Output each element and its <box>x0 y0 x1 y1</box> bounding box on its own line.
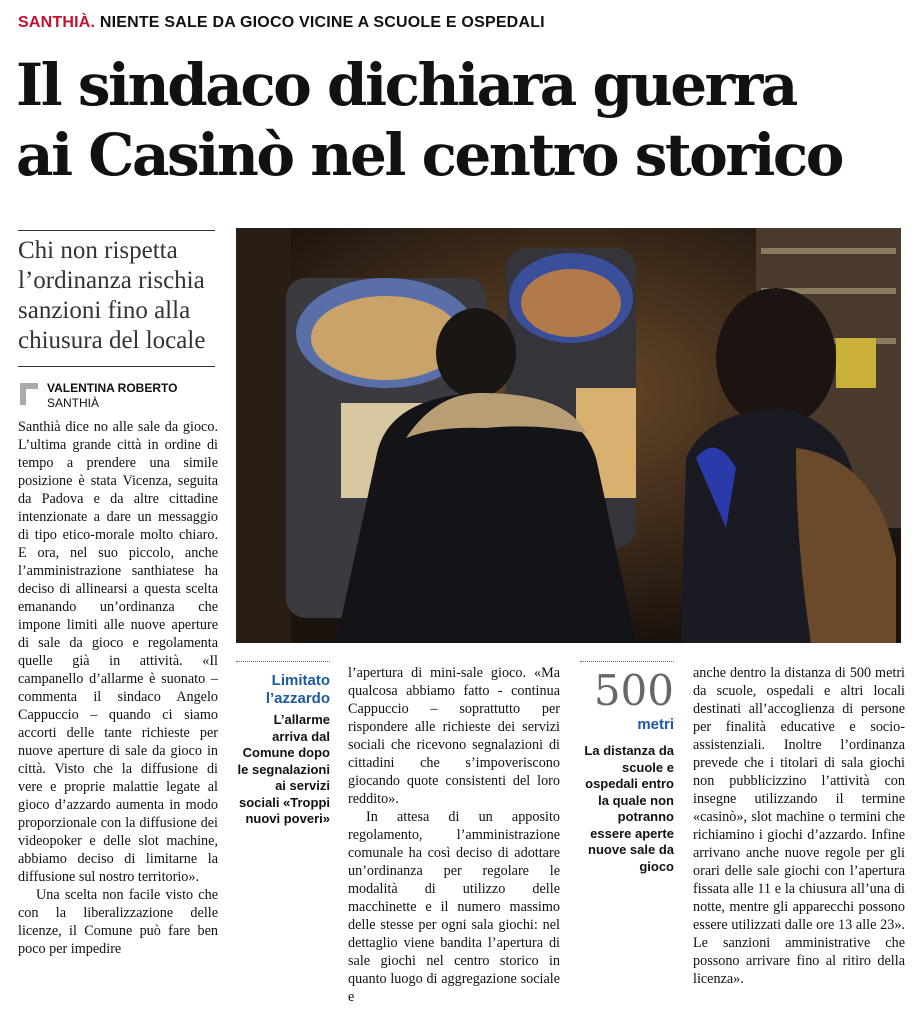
byline-author: VALENTINA ROBERTO <box>47 381 178 395</box>
subtitle-top-rule <box>18 230 215 231</box>
article-photo <box>236 228 901 643</box>
sidebar-1-title: Limitato l’azzardo <box>265 672 330 707</box>
kicker <box>18 14 545 32</box>
kicker-text: NIENTE SALE DA GIOCO VICINE A SCUOLE E OSPEDALI <box>99 14 545 31</box>
subtitle-bottom-rule <box>18 366 215 367</box>
sidebar-limitato-azzardo <box>236 672 330 828</box>
headline <box>16 50 906 190</box>
article-paragraph: In attesa di un apposito regolamento, l’amministrazione comunale ha così deciso di adottare un’ordinanza per regolare le modalità di utilizzo delle macchinette e il numero massimo delle stesse per ogni sala giochi: nel dettaglio viene bandita l’apertura di sale giochi nel centro storico in quanto luogo di aggregazione sociale e <box>348 809 560 1005</box>
sidebar-1-text: L’allarme arriva dal Comune dopo le segnalazioni ai servizi sociali «Troppi nuovi poveri» <box>237 712 330 826</box>
sidebar-2-rule <box>580 661 674 662</box>
kicker-place: SANTHIÀ. <box>18 14 96 31</box>
article-paragraph: l’apertura di mini-sale gioco. «Ma qualcosa abbiamo fatto - continua Cappuccio – soprattutto per rispondere alle richieste dei servizi sociali che ricevono segnalazioni di cittadini che s’impoveriscono giocando quote consistenti del loro reddito». <box>348 665 560 807</box>
byline-place: SANTHIÀ <box>47 396 100 410</box>
article-column-1 <box>18 418 218 958</box>
sidebar-1-rule <box>236 661 330 662</box>
article-paragraph: Santhià dice no alle sale da gioco. L’ultima grande città in ordine di tempo a prendere una simile posizione è stata Vicenza, seguita da Padova e da altre cittadine intenzionate a dare un messaggio di tipo etico-morale molto chiaro. E ora, nel suo piccolo, anche l’amministrazione santhiatese ha deciso di allinearsi a questa scelta emanando un’ordinanza che impone limiti alle nuove aperture di sale da gioco e regolamenta quelle già in attività. «Il campanello d’allarme è suonato – commenta il sindaco Angelo Cappuccio – quando ci siamo accorti delle tante richieste per nuove aperture di sale da gioco in città. Visto che la diffusione di vere e proprie malattie legate al gioco d’azzardo aumenta in modo proporzionale con la diffusione dei videopoker e delle slot machine, abbiamo deciso di limitarne la diffusione sul nostro territorio». <box>18 419 218 885</box>
sidebar-2-text: La distanza da scuole e ospedali entro la quale non potranno essere aperte nuove sale da gioco <box>584 743 674 874</box>
sidebar-2-unit: metri <box>637 716 674 733</box>
sidebar-2-number: 500 <box>593 666 674 715</box>
headline-line-2: ai Casinò nel centro storico <box>16 121 842 189</box>
photo-slot-machine-players <box>236 228 901 643</box>
subtitle: Chi non rispetta l’ordinanza rischia sanzioni fino alla chiusura del locale <box>18 237 206 354</box>
article-column-3 <box>693 664 905 988</box>
sidebar-500-metri <box>580 668 674 875</box>
article-paragraph: Una scelta non facile visto che con la liberalizzazione delle licenze, il Comune può fare ben poco per impedire <box>18 887 218 957</box>
byline-corner-mark <box>20 383 38 405</box>
article-column-2 <box>348 664 560 1006</box>
headline-line-1: Il sindaco dichiara guerra <box>16 51 796 119</box>
article-paragraph: anche dentro la distanza di 500 metri da scuole, ospedali e altri locali destinati all’accoglienza di persone per finalità educative e socio-assistenziali. Inoltre l’ordinanza prevede che i titolari di sala giochi non pubblicizzino l’attività con insegne utilizzando il termine «casinò», slot machine o termini che richiamino i giochi d’azzardo. Infine arrivano anche nuove regole per gli orari delle sale giochi con l’apertura fissata alle 11 e la chiusura all’una di notte, mentre gli apparecchi possono essere utilizzati dalle ore 13 alle 23». Le sanzioni amministrative che possono arrivare fino al ritiro della licenza». <box>693 665 905 987</box>
